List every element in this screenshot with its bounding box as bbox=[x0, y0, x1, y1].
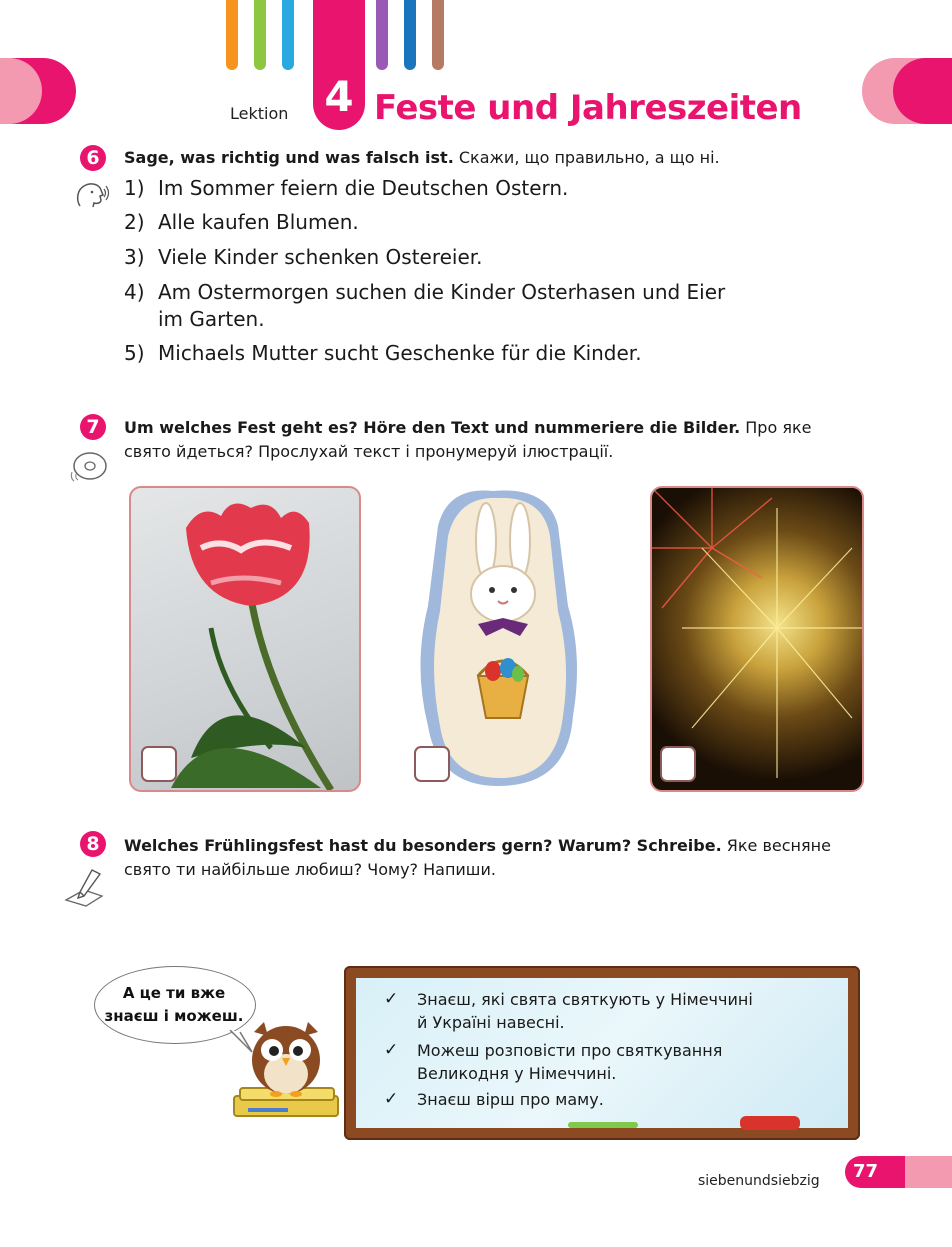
exercise-8-instruction-de: Welches Frühlingsfest hast du besonders gern? Warum? Schreibe. bbox=[124, 836, 722, 855]
eraser bbox=[740, 1116, 800, 1130]
list-item: 1) Im Sommer feiern die Deutschen Ostern. bbox=[124, 176, 569, 200]
answer-box-2[interactable] bbox=[414, 746, 450, 782]
page-number-tab-tail bbox=[898, 1156, 952, 1188]
checkmark-icon: ✓ bbox=[384, 989, 399, 1009]
lektion-label: Lektion bbox=[230, 104, 289, 123]
exercise-7-instruction-uk: Про яке bbox=[745, 418, 812, 437]
checkmark-icon: ✓ bbox=[384, 1040, 399, 1060]
stripe-brown bbox=[432, 0, 444, 70]
exercise-7-instruction-de: Um welches Fest geht es? Höre den Text und nummeriere die Bilder. bbox=[124, 418, 741, 437]
page-number: 77 bbox=[845, 1156, 905, 1188]
speech-bubble-text: А це ти вже знаєш і можеш. bbox=[104, 984, 244, 1025]
stripe-orange bbox=[226, 0, 238, 70]
chalk-stick bbox=[568, 1122, 638, 1128]
tulip-illustration bbox=[131, 488, 359, 790]
easter-bunny-illustration bbox=[408, 486, 588, 788]
list-item: 2) Alle kaufen Blumen. bbox=[124, 210, 359, 234]
stripe-purple bbox=[376, 0, 388, 70]
page-title: Feste und Jahreszeiten bbox=[374, 88, 802, 128]
page-number-word: siebenundsiebzig bbox=[698, 1173, 820, 1189]
fireworks-photo bbox=[650, 486, 864, 792]
lesson-number: 4 bbox=[324, 72, 354, 121]
speaking-head-icon bbox=[74, 180, 110, 210]
list-item: 4) Am Ostermorgen suchen die Kinder Osterhasen und Eier bbox=[124, 280, 726, 304]
exercise-6-instruction-de: Sage, was richtig und was falsch ist. bbox=[124, 148, 454, 167]
exercise-8-instruction-uk: Яке весняне bbox=[726, 836, 831, 855]
list-item-continuation: im Garten. bbox=[158, 307, 265, 331]
stripe-blue bbox=[282, 0, 294, 70]
exercise-8-instruction bbox=[124, 834, 862, 858]
owl-on-books-illustration bbox=[230, 1016, 342, 1120]
tulip-photo bbox=[129, 486, 361, 792]
chalkboard bbox=[344, 966, 860, 1140]
exercise-7-number: 7 bbox=[80, 414, 106, 440]
exercise-6-instruction bbox=[124, 146, 844, 170]
answer-box-3[interactable] bbox=[660, 746, 696, 782]
stripe-green bbox=[254, 0, 266, 70]
chalkboard-surface: ✓ Знаєш, які свята святкують у Німеччині й Україні навесні. ✓ Можеш розповісти про святкування Великодня у Німеччині. ✓ Знаєш вірш про маму. bbox=[356, 978, 848, 1128]
stripe-darkblue bbox=[404, 0, 416, 70]
exercise-6-number: 6 bbox=[80, 145, 106, 171]
exercise-8-instruction-uk-2: свято ти найбільше любиш? Чому? Напиши. bbox=[124, 860, 496, 879]
exercise-6-instruction-uk: Скажи, що правильно, а що ні. bbox=[458, 148, 720, 167]
exercise-7-instruction bbox=[124, 416, 862, 440]
writing-hand-icon bbox=[62, 866, 106, 908]
fireworks-illustration bbox=[652, 488, 862, 790]
cd-audio-icon bbox=[68, 448, 108, 484]
answer-box-1[interactable] bbox=[141, 746, 177, 782]
exercise-7-instruction-uk-2: свято йдеться? Прослухай текст і пронумеруй ілюстрації. bbox=[124, 442, 614, 461]
checkmark-icon: ✓ bbox=[384, 1089, 399, 1109]
easter-bunny-tin-photo bbox=[408, 486, 588, 788]
list-item: 3) Viele Kinder schenken Ostereier. bbox=[124, 245, 483, 269]
side-tab-right-dark bbox=[893, 58, 952, 124]
exercise-8-number: 8 bbox=[80, 831, 106, 857]
list-item: 5) Michaels Mutter sucht Geschenke für die Kinder. bbox=[124, 341, 642, 365]
